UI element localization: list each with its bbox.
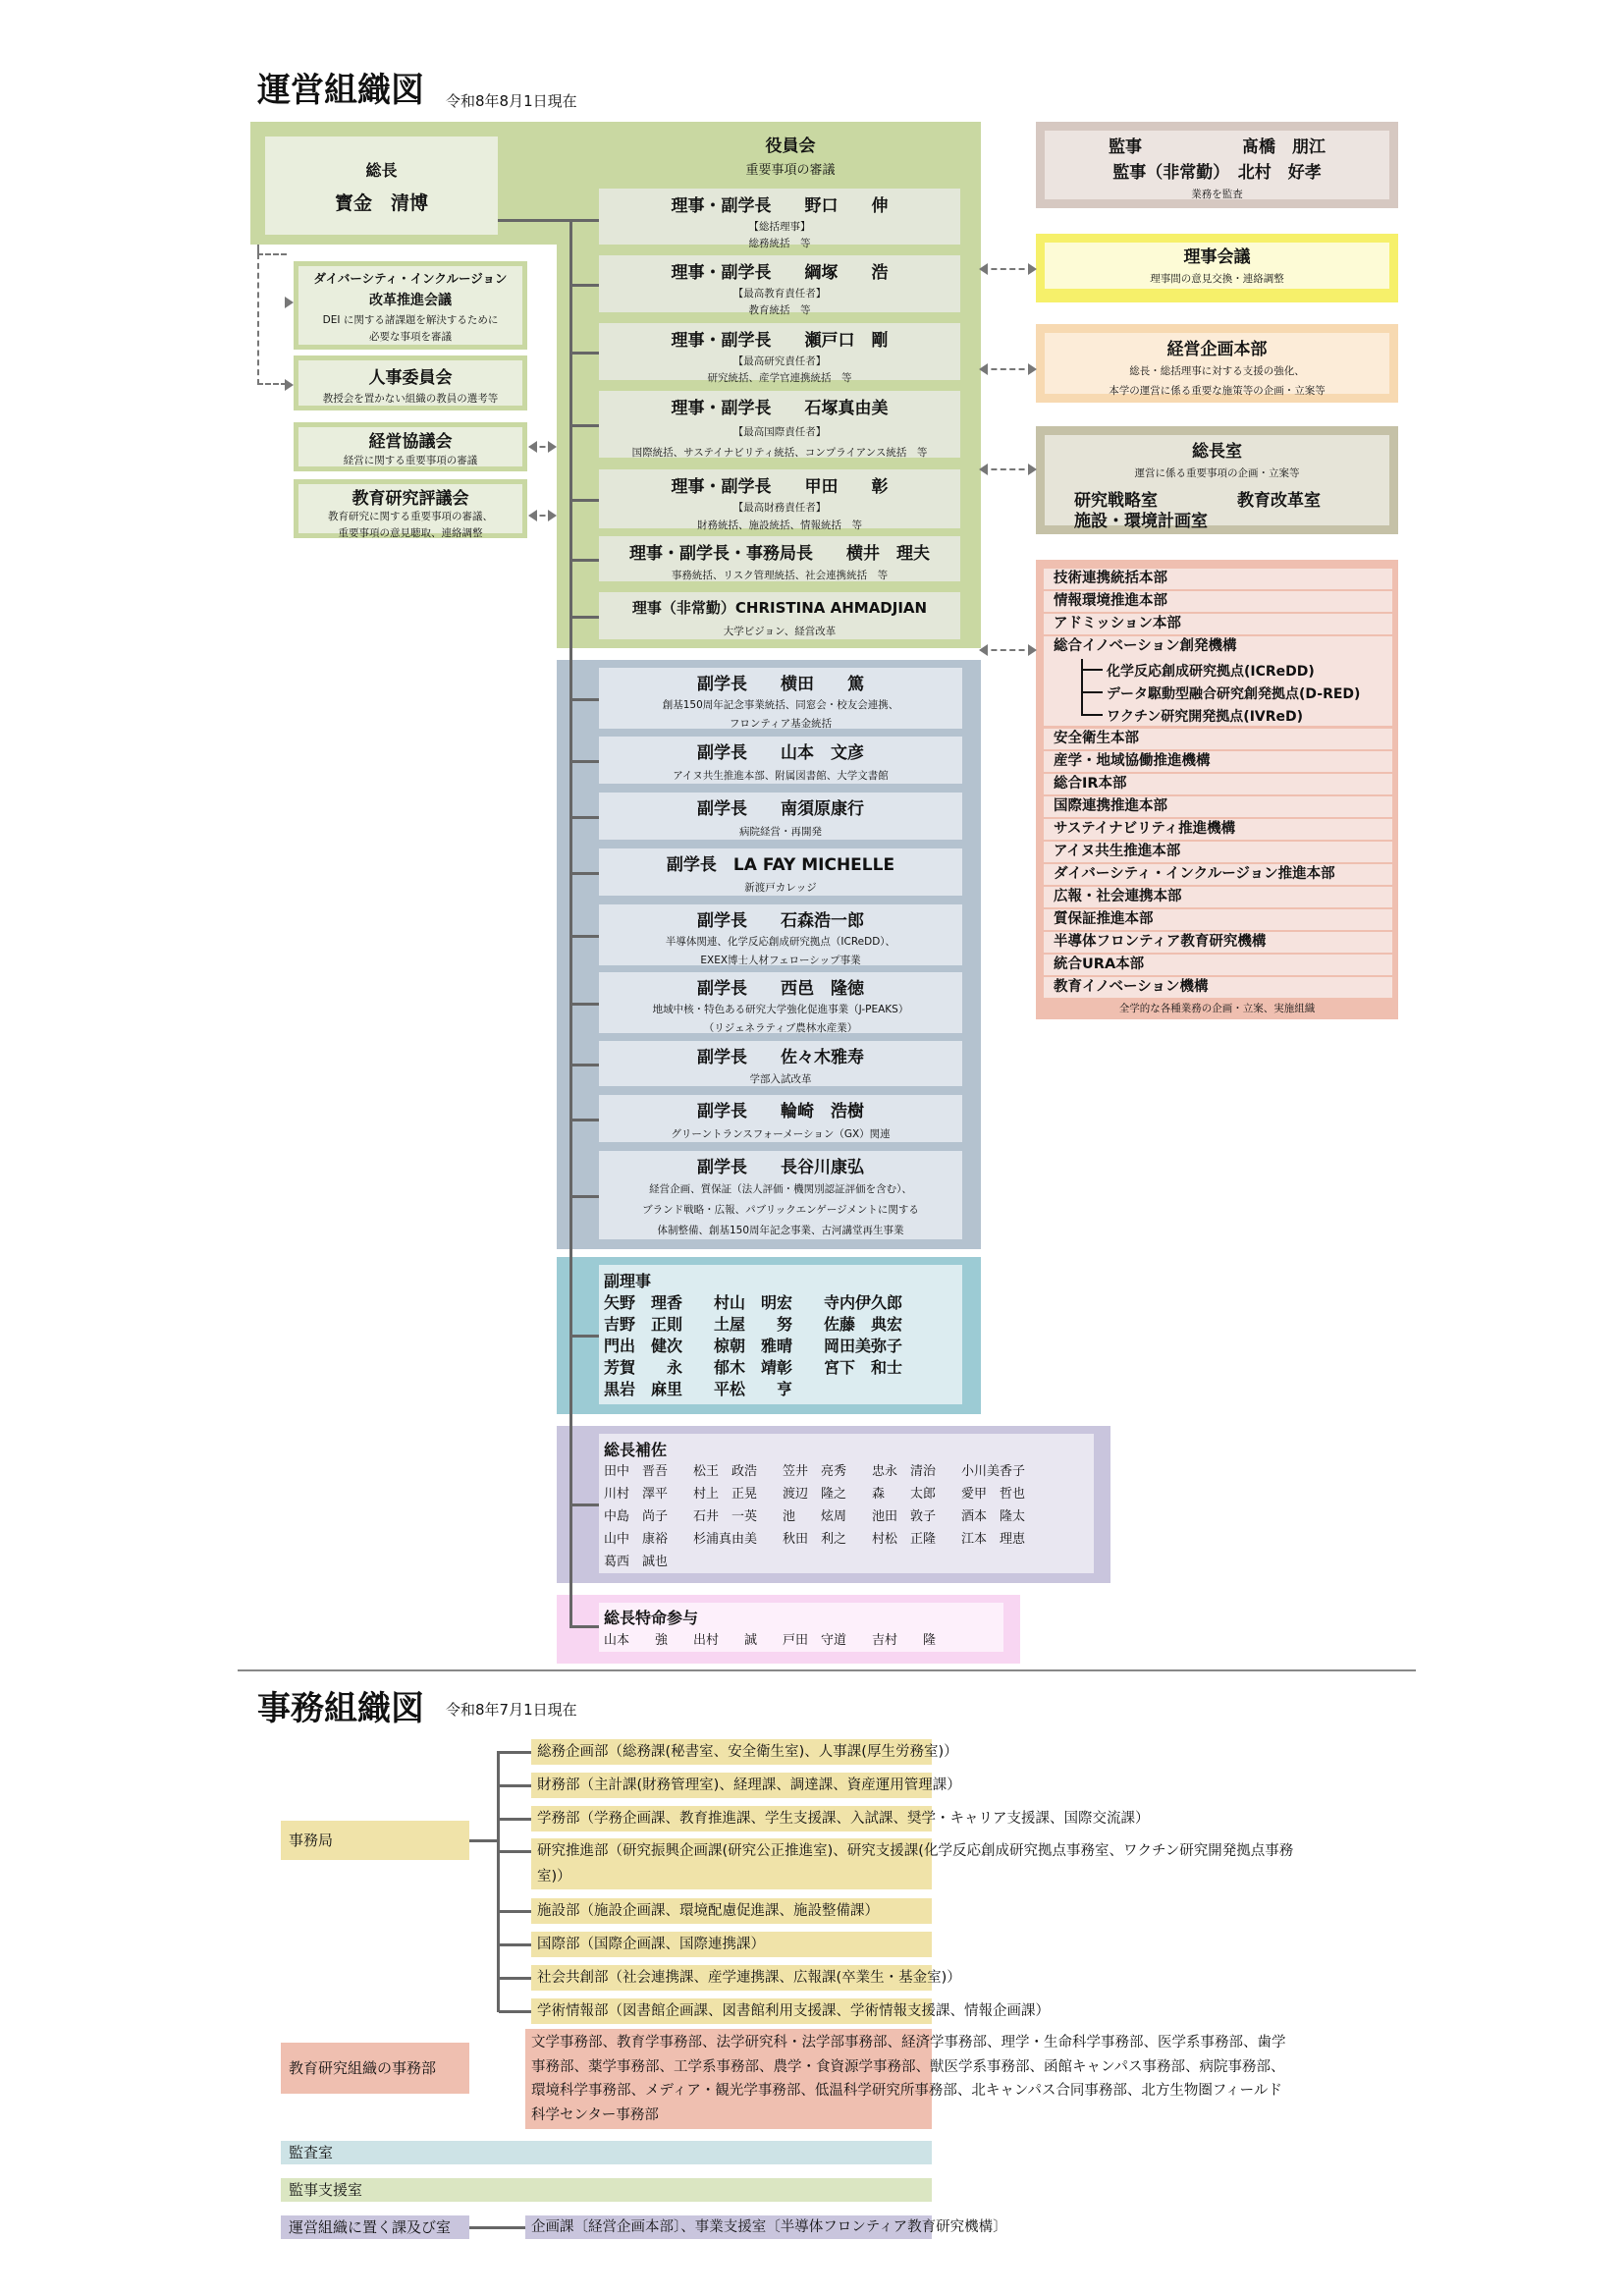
branch-tick: [499, 1943, 532, 1946]
branch-tick: [499, 1850, 532, 1853]
vice-president: 副学長 LA FAY MICHELLE 新渡戸カレッジ: [599, 848, 962, 896]
vice-president: 副学長 輪崎 浩樹 グリーントランスフォーメーション（GX）関連: [599, 1095, 962, 1142]
hq-item: 国際連携推進本部: [1044, 796, 1392, 817]
hq-item: 総合IR本部: [1044, 774, 1392, 794]
arrow-left-icon: [979, 464, 988, 475]
assistants-row: 葛西 誠也: [604, 1555, 669, 1569]
branch-tick: [569, 616, 599, 619]
board-title: 役員会: [765, 137, 816, 156]
advisors-panel: [557, 1595, 1020, 1664]
management-council-box: 経営協議会 経営に関する重要事項の審議: [294, 422, 527, 471]
branch-tick: [499, 1784, 532, 1787]
president-office-box: 総長室 運営に係る重要事項の企画・立案等 研究戦略室 教育改革室 施設・環境計画室: [1036, 426, 1398, 534]
hq-item: 産学・地域協働推進機構: [1044, 751, 1392, 772]
audit-support-office: 監事支援室: [281, 2178, 932, 2202]
vice-president: 副学長 横田 篤 創基150周年記念事業統括、同窓会・校友会連携、 フロンティア基金統括: [599, 668, 962, 729]
bureau-department: 財務部（主計課(財務管理室)、経理課、調達課、資産運用管理課）: [531, 1773, 932, 1798]
arrow-right-icon: [1028, 464, 1037, 475]
bureau-department: 学務部（学務企画課、教育推進課、学生支援課、入試課、奨学・キャリア支援課、国際交流課）: [531, 1806, 932, 1831]
branch-tick: [569, 284, 599, 287]
hq-item: ダイバーシティ・インクルージョン推進本部: [1044, 864, 1392, 885]
branch-tick: [569, 219, 599, 222]
bureau-department-line: 室)）: [537, 1869, 571, 1885]
personnel-committee-box: 人事委員会 教授会を置かない組織の教員の選考等: [294, 355, 527, 410]
bureau-department-line: 研究推進部（研究振興企画課(研究公正推進室)、研究支援課(化学反応創成研究拠点事務室、ワクチン研究開発拠点事務: [537, 1843, 1294, 1859]
arrow-right-icon: [1028, 363, 1037, 375]
branch-tick: [499, 2010, 532, 2013]
deputy-panel: [557, 1257, 981, 1414]
branch-tick: [569, 1503, 599, 1506]
deputy-row: 吉野 正則 土屋 努 佐藤 典宏: [604, 1315, 903, 1334]
hq-item: 質保証推進本部: [1044, 909, 1392, 930]
arrow-right-icon: [285, 297, 294, 308]
dashed-connector: [982, 649, 1034, 651]
hq-item: 技術連携統括本部: [1044, 569, 1392, 589]
faculty-office-label: 教育研究組織の事務部: [281, 2043, 469, 2094]
president-connector: [498, 219, 571, 222]
arrow-right-icon: [285, 379, 294, 391]
branch-tick: [569, 816, 599, 819]
hq-item: 広報・社会連携本部: [1044, 887, 1392, 907]
deputy-title: 副理事: [604, 1272, 652, 1290]
faculty-office-line: 環境科学事務部、メディア・観光学事務部、低温科学研究所事務部、北キャンパス合同事務部、北方生物圏フィールド: [531, 2083, 1282, 2099]
assistants-row: 山中 康裕 杉浦真由美 秋田 利之 村松 正隆 江本 理恵: [604, 1532, 1026, 1547]
branch-tick: [569, 935, 599, 938]
board-member: 理事・副学長 甲田 彰 【最高財務責任者】 財務統括、施設統括、情報統括 等: [599, 469, 960, 528]
board-member: 理事・副学長・事務局長 横井 理夫 事務統括、リスク管理統括、社会連携統括 等: [599, 536, 960, 581]
office-room: 教育改革室: [1237, 491, 1321, 511]
faculty-office-list: [525, 2029, 1286, 2129]
branch-tick: [569, 1335, 599, 1338]
branch-tick: [569, 1195, 599, 1198]
units-text: 企画課〔経営企画本部〕、事業支援室〔半導体フロンティア教育研究機構〕: [525, 2215, 932, 2239]
arrow-left-icon: [528, 441, 537, 453]
assistants-title: 総長補佐: [604, 1441, 668, 1459]
org-title: 運営組織図: [257, 71, 424, 110]
dei-council-box: ダイバーシティ・インクルージョン 改革推進会議 DEI に関する諸課題を解決するために 必要な事項を審議: [294, 261, 527, 350]
deputy-row: 矢野 理香 村山 明宏 寺内伊久郎: [604, 1293, 903, 1312]
assistants-row: 川村 澤平 村上 正晃 渡辺 隆之 森 太郎 愛甲 哲也: [604, 1487, 1026, 1502]
faculty-office-line: 事務部、薬学事務部、工学系事務部、農学・食資源学事務部、獣医学系事務部、函館キャンパス事務部、病院事務部、: [531, 2058, 1285, 2075]
advisors-title: 総長特命参与: [604, 1609, 699, 1627]
branch-tick: [569, 424, 599, 427]
hq-sub-connector: [1081, 659, 1083, 715]
vice-president: 副学長 長谷川康弘 経営企画、質保証（法人評価・機関別認証評価を含む）、 ブランド戦略・広報、パブリックエンゲージメントに関する 体制整備、創基150周年記念事業、古河講堂再生事業: [599, 1151, 962, 1239]
arrow-left-icon: [979, 644, 988, 656]
assistants-row: 田中 晋吾 松王 政浩 笠井 亮秀 忠永 清治 小川美香子: [604, 1464, 1026, 1479]
branch-tick: [499, 1910, 532, 1913]
office-room: 施設・環境計画室: [1074, 512, 1208, 531]
dashed-connector: [982, 468, 1034, 470]
assistants-panel: [557, 1426, 1110, 1583]
arrow-right-icon: [548, 441, 557, 453]
vice-president: 副学長 山本 文彦 アイヌ共生推進本部、附属図書館、大学文書館: [599, 737, 962, 784]
branch-tick: [499, 1977, 532, 1980]
bureau-department: [531, 1838, 1294, 1889]
hq-item: 安全衛生本部: [1044, 729, 1392, 749]
president-name: 寳金 清博: [334, 192, 428, 214]
hq-item: 情報環境推進本部: [1044, 591, 1392, 612]
bureau-department: 国際部（国際企画課、国際連携課）: [531, 1932, 932, 1957]
org-date: 令和8年8月1日現在: [446, 92, 577, 110]
hq-item: 教育イノベーション機構: [1044, 977, 1392, 998]
branch-tick: [569, 872, 599, 875]
arrow-right-icon: [548, 510, 557, 521]
vice-president: 副学長 佐々木雅寿 学部入試改革: [599, 1041, 962, 1086]
bureau-department: 総務企画部（総務課(秘書室、安全衛生室)、人事課(厚生労務室)）: [531, 1739, 932, 1765]
headquarters-box: [1036, 560, 1398, 1019]
branch-tick: [569, 499, 599, 502]
branch-tick: [569, 559, 599, 562]
arrow-left-icon: [528, 510, 537, 521]
deputy-row: 門出 健次 椋朝 雅晴 岡田美弥子: [604, 1337, 903, 1355]
faculty-office-line: 科学センター事務部: [531, 2106, 659, 2123]
hq-sub-tick: [1081, 714, 1103, 716]
dei-connector: [257, 253, 287, 385]
planning-hq-box: 経営企画本部 総長・総括理事に対する支援の強化、 本学の運営に係る重要な施策等の企画・立案等: [1036, 324, 1398, 403]
arrow-right-icon: [1028, 644, 1037, 656]
hq-sub-panel: [1044, 657, 1392, 726]
president-box: [265, 137, 498, 235]
board-member: 理事・副学長 野口 伸 【総括理事】 総務統括 等: [599, 189, 960, 245]
education-research-council-box: 教育研究評議会 教育研究に関する重要事項の審議、 重要事項の意見聴取、連絡調整: [294, 479, 527, 538]
hq-item: サステイナビリティ推進機構: [1044, 819, 1392, 840]
board-member: 理事・副学長 綱塚 浩 【最高教育責任者】 教育統括 等: [599, 255, 960, 312]
deputy-row: 芳賀 永 郁木 靖彰 宮下 和士: [604, 1358, 903, 1377]
board-member: 理事・副学長 石塚真由美 【最高国際責任者】 国際統括、サステイナビリティ統括、コンプライアンス統括 等: [599, 391, 960, 458]
vice-president: 副学長 南須原康行 病院経営・再開発: [599, 793, 962, 840]
board-member: 理事（非常勤）CHRISTINA AHMADJIAN 大学ビジョン、経営改革: [599, 592, 960, 639]
units-label: 運営組織に置く課及び室: [281, 2215, 469, 2239]
arrow-left-icon: [979, 363, 988, 375]
deputy-row: 黒岩 麻里 平松 亨: [604, 1380, 793, 1398]
hq-item: アイヌ共生推進本部: [1044, 842, 1392, 862]
board-header: [599, 132, 982, 178]
hq-sub-item: 化学反応創成研究拠点(ICReDD): [1107, 664, 1315, 680]
hq-item: 統合URA本部: [1044, 955, 1392, 975]
branch-tick: [569, 698, 599, 701]
branch-tick: [569, 1003, 599, 1006]
board-member: 理事・副学長 瀬戸口 剛 【最高研究責任者】 研究統括、産学官連携統括 等: [599, 323, 960, 380]
hq-sub-tick: [1081, 669, 1103, 671]
assistants-row: 中島 尚子 石井 一英 池 炫周 池田 敦子 酒本 隆太: [604, 1509, 1026, 1524]
dei-connector-top: [257, 245, 259, 254]
bureau-department: 施設部（施設企画課、環境配慮促進課、施設整備課）: [531, 1898, 932, 1924]
arrow-right-icon: [1028, 263, 1037, 275]
branch-tick: [569, 1119, 599, 1121]
president-title: 総長: [365, 161, 398, 180]
branch-tick: [499, 1751, 532, 1754]
hq-sub-item: データ駆動型融合研究創発拠点(D-RED): [1107, 686, 1361, 702]
hq-sub-tick: [1081, 691, 1103, 693]
admin-title: 事務組織図: [257, 1689, 424, 1728]
hq-footer: 全学的な各種業務の企画・立案、実施組織: [1118, 1003, 1316, 1014]
faculty-office-line: 文学事務部、教育学事務部、法学研究科・法学部事務部、経済学事務部、理学・生命科学事務部、医学系事務部、歯学: [531, 2035, 1286, 2050]
dashed-connector: [982, 268, 1034, 270]
director-council-box: 理事会議 理事間の意見交換・連絡調整: [1036, 234, 1398, 302]
bureau-department: 学術情報部（図書館企画課、図書館利用支援課、学術情報支援課、情報企画課）: [531, 1998, 932, 2024]
bureau-trunk: [497, 1751, 500, 2012]
bureau-connector: [469, 1839, 499, 1842]
hq-item: 半導体フロンティア教育研究機構: [1044, 932, 1392, 953]
branch-tick: [569, 1064, 599, 1066]
admin-date: 令和8年7月1日現在: [446, 1701, 577, 1719]
bureau-label: 事務局: [281, 1821, 469, 1860]
hq-item: アドミッション本部: [1044, 614, 1392, 634]
vice-president: 副学長 西邑 隆徳 地域中核・特色ある研究大学強化促進事業（J-PEAKS） （リジェネラティブ農林水産業）: [599, 972, 962, 1033]
advisors-row: 山本 強 出村 誠 戸田 守道 吉村 隆: [604, 1633, 937, 1648]
branch-tick: [499, 1818, 532, 1821]
bureau-department: 社会共創部（社会連携課、産学連携課、広報課(卒業生・基金室)）: [531, 1965, 932, 1991]
vice-president: 副学長 石森浩一郎 半導体関連、化学反応創成研究拠点（ICReDD）、 EXEX博士人材フェローシップ事業: [599, 904, 962, 965]
audit-office: 監査室: [281, 2141, 932, 2164]
dashed-connector: [982, 368, 1034, 370]
branch-tick: [569, 352, 599, 355]
audit-box: 監事 髙橋 朋江 監事（非常勤） 北村 好孝 業務を監査: [1036, 122, 1398, 208]
office-room: 研究戦略室: [1074, 491, 1158, 511]
board-subtitle: 重要事項の審議: [745, 163, 836, 178]
branch-tick: [569, 760, 599, 763]
main-connector: [569, 219, 572, 1627]
section-divider: [238, 1669, 1416, 1671]
hq-item: 総合イノベーション創発機構: [1044, 636, 1392, 657]
arrow-left-icon: [979, 263, 988, 275]
hq-sub-item: ワクチン研究開発拠点(IVReD): [1107, 709, 1304, 725]
units-connector: [469, 2226, 526, 2229]
branch-tick: [569, 1625, 599, 1628]
